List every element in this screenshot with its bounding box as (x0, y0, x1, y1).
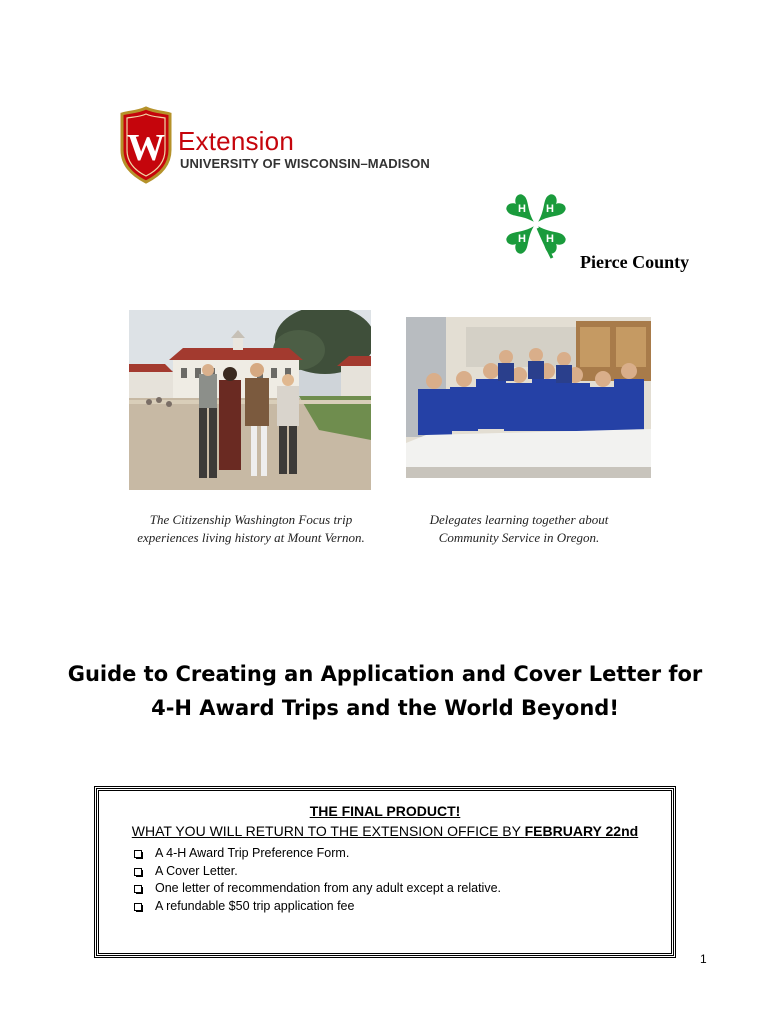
university-name: UNIVERSITY OF WISCONSIN–MADISON (180, 156, 430, 171)
svg-text:W: W (127, 127, 165, 169)
requirements-list (131, 845, 501, 915)
list-item (131, 898, 501, 916)
list-item-text: A 4-H Award Trip Preference Form. (155, 846, 350, 860)
list-item (131, 845, 501, 863)
svg-text:H: H (518, 203, 526, 215)
left-photo-caption: The Citizenship Washington Focus trip experiences living history at Mount Vernon. (137, 512, 365, 545)
deadline-date: FEBRUARY 22nd (524, 823, 639, 839)
list-item-text: A Cover Letter. (155, 863, 238, 878)
guide-heading (60, 657, 710, 725)
uw-crest-icon (118, 106, 174, 184)
svg-text:H: H (518, 233, 526, 245)
extension-wordmark: Extension (178, 126, 294, 156)
county-name: Pierce County (580, 252, 690, 272)
guide-heading-line2: 4-H Award Trips and the World Beyond! (151, 696, 619, 720)
list-item-text: One letter of recommendation from any adult except a relative. (155, 881, 502, 895)
list-item (131, 863, 501, 881)
final-product-subtitle (99, 823, 671, 839)
delegates-group-photo (406, 317, 651, 478)
final-product-box (96, 788, 674, 956)
mount-vernon-photo (129, 310, 371, 490)
page-number: 1 (700, 952, 707, 966)
checkbox-bullet-icon (134, 885, 142, 893)
subtitle-text: WHAT YOU WILL RETURN TO THE EXTENSION OFFICE BY (131, 823, 525, 839)
list-item (131, 880, 501, 898)
checkbox-bullet-icon (134, 850, 142, 858)
svg-text:H: H (546, 233, 554, 245)
checkbox-bullet-icon (134, 903, 142, 911)
svg-text:H: H (546, 203, 554, 215)
uw-extension-logo (118, 106, 428, 186)
final-product-title: THE FINAL PRODUCT! (309, 803, 461, 819)
guide-heading-line1: Guide to Creating an Application and Cover Letter for (67, 662, 703, 686)
checkbox-bullet-icon (134, 868, 142, 876)
list-item-text: A refundable $50 trip application fee (155, 898, 355, 913)
4h-clover-icon (498, 190, 574, 262)
right-photo-caption: Delegates learning together about Community Service in Oregon. (429, 512, 609, 545)
